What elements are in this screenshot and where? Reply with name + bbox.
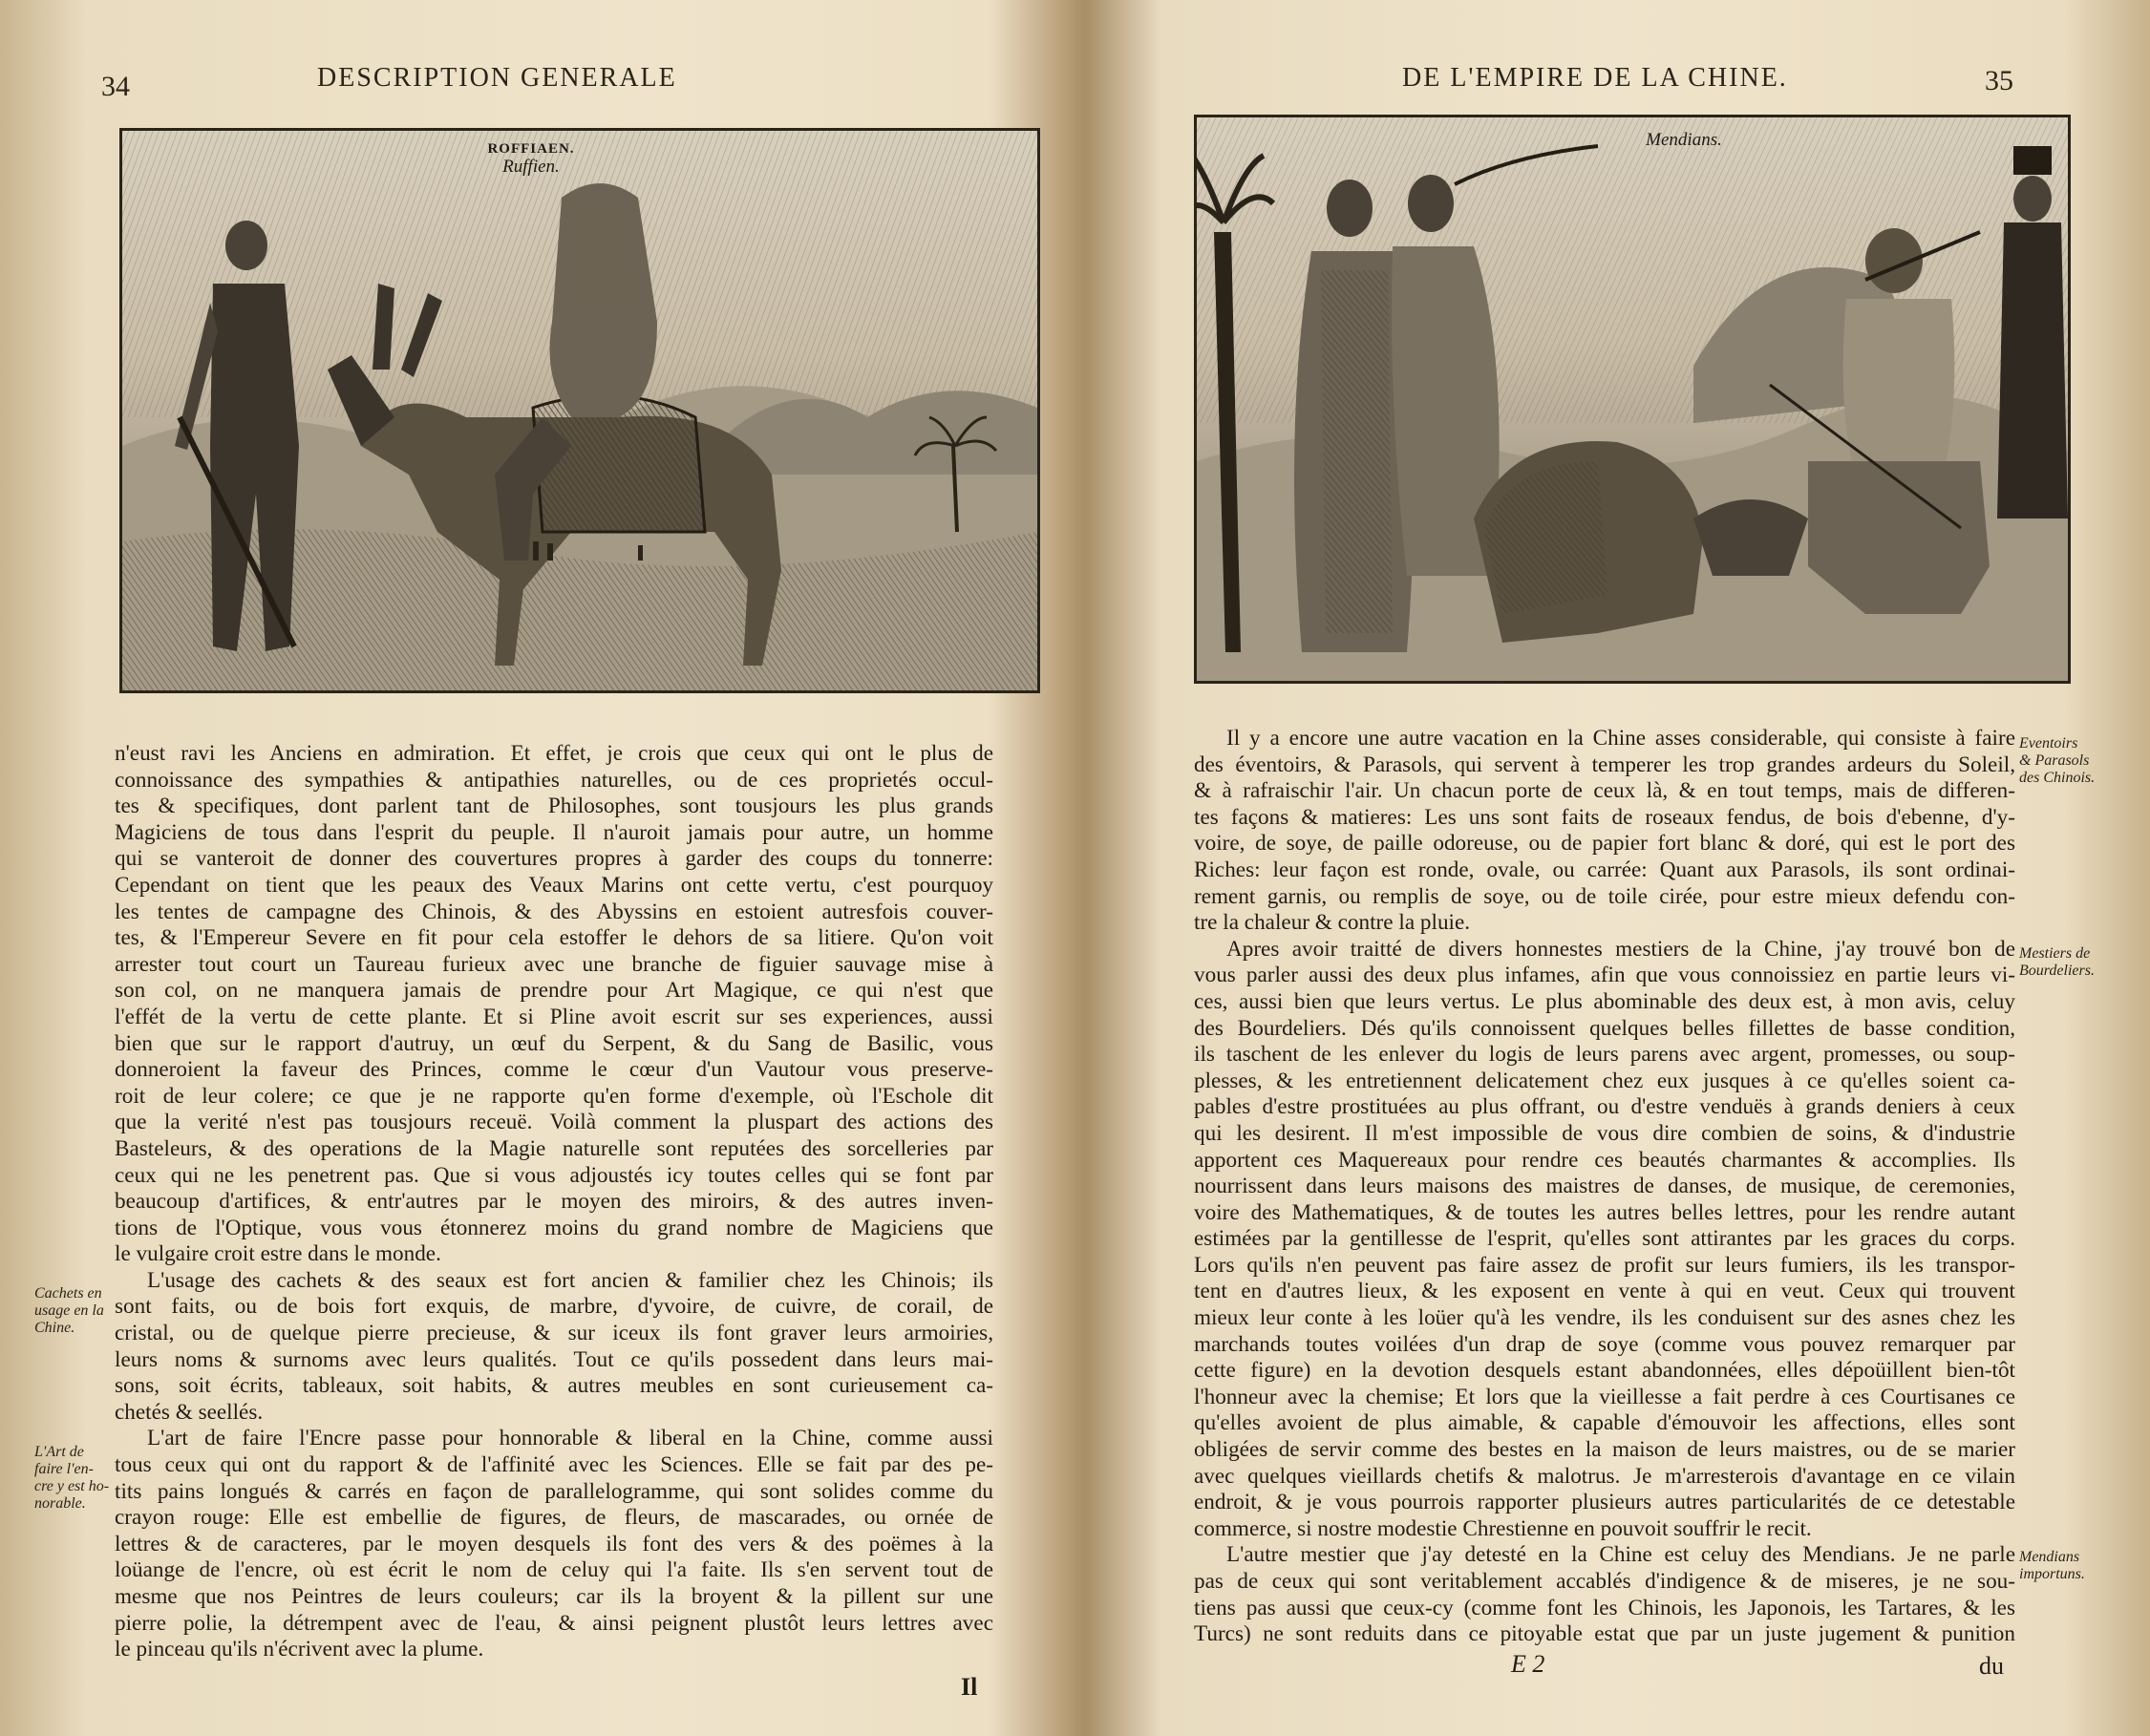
text-line: leurs noms & surnoms avec leurs qualités. Tout ce qu'ils possedent dans leurs mai-	[115, 1346, 993, 1372]
plate-caption-left-french: Ruffien.	[502, 156, 560, 177]
margin-note-cachets	[34, 1285, 115, 1337]
text-line: des éventoirs, & Parasols, qui servent à temperer les trop grandes ardeurs du Soleil,	[1194, 752, 2015, 777]
text-line: tiens pas aussi que ceux-cy (comme font les Chinois, les Japonois, les Tartares, & les	[1194, 1595, 2015, 1620]
text-line: n'eust ravi les Anciens en admiration. Et effet, je crois que ceux qui ont le plus de	[115, 741, 993, 766]
text-line: ceux qui ne les penetrent pas. Que si vous adjoustés icy toutes celles qui se font par	[115, 1162, 993, 1188]
text-line: que la verité n'est pas tousjours receuë. Voilà comment la pluspart des actions des	[115, 1110, 993, 1135]
margin-note-line: & Parasols	[2019, 752, 2090, 769]
margin-note-line: Mestiers de	[2019, 945, 2091, 962]
text-line: des Bourdeliers. Dés qu'ils connoissent quelques belles fillettes de basse condition,	[1194, 1015, 2015, 1041]
plate-caption-left-dutch: ROFFIAEN.	[487, 141, 575, 157]
text-line: sont faits, ou de bois fort exquis, de marbre, d'yvoire, de cuivre, de corail, de	[115, 1294, 993, 1320]
text-line: arrester tout court un Taureau furieux avec une branche de figuier sauvage mise à	[115, 951, 993, 977]
text-line: pierre polie, la détrempent avec de l'eau, & ainsi peignent plustôt leurs lettres avec	[115, 1610, 993, 1636]
text-line: L'usage des cachets & des seaux est fort ancien & familier chez les Chinois; ils	[147, 1267, 993, 1293]
text-line: Apres avoir traitté de divers honnestes mestiers de la Chine, j'ay trouvé bon de	[1226, 936, 2015, 962]
margin-note-line: faire l'en-	[34, 1461, 94, 1477]
text-line: roit de leur colere; ce que je ne rapporte qu'en forme d'exemple, où l'Eschole dit	[115, 1083, 993, 1109]
margin-note-line: norable.	[34, 1495, 86, 1512]
text-line: son col, on ne manquera jamais de prendre pour Art Magique, ce qui n'est que	[115, 978, 993, 1004]
text-line: pables d'estre prostituées au plus offrant, ou d'estre venduës à grands deniers à ceux	[1194, 1094, 2015, 1120]
margin-note-line: usage en la	[34, 1302, 104, 1319]
text-line: l'honneur avec la chemise; Et lors que la vieillesse a fait perdre à ces Courtisanes ce	[1194, 1384, 2015, 1409]
text-line: mesme que nos Peintres de leurs couleurs; car ils la broyent & la pillent sur une	[115, 1584, 993, 1609]
text-line: sons, soit écrits, tableaux, soit habits, & autres meubles en sont curieusement ca-	[115, 1373, 993, 1399]
text-line: tes, & l'Empereur Severe en fit pour cela estoffer le dehors de sa litiere. Qu'on voit	[115, 925, 993, 951]
text-line: tous ceux qui ont du rapport & de l'affinité avec les Sciences. Elle se fait par des pe-	[115, 1452, 993, 1478]
plate-caption-left	[464, 142, 598, 177]
text-line: qu'elles avoient de plus aimable, & capable d'émouvoir les affections, elles sont	[1194, 1410, 2015, 1436]
margin-note-line: Bourdeliers.	[2019, 963, 2095, 979]
text-line: connoissance des sympathies & antipathies naturelles, ou de ces proprietés occul-	[115, 767, 993, 793]
margin-note-line: Eventoirs	[2019, 735, 2078, 752]
margin-note-line: importuns.	[2019, 1566, 2085, 1582]
left-page	[0, 0, 1060, 1736]
page-number-left: 34	[101, 71, 130, 102]
margin-note-line: L'Art de	[34, 1444, 84, 1460]
catchword-right: du	[1979, 1652, 2004, 1680]
margin-note-encre	[34, 1444, 115, 1513]
catchword-left: Il	[961, 1673, 978, 1701]
margin-note-mendians	[2019, 1549, 2134, 1583]
text-line: cette figure) en la devotion desquels estant abandonnées, elles dépoüillent bien-tôt	[1194, 1358, 2015, 1384]
running-head-left: DESCRIPTION GENERALE	[317, 63, 677, 93]
margin-note-line: Cachets en	[34, 1285, 102, 1302]
text-line: apportent ces Maquereaux pour rendre ces beautés charmantes & accomplies. Ils	[1194, 1147, 2015, 1173]
margin-note-bourdeliers	[2019, 945, 2134, 980]
engraving-ruffien	[119, 128, 1040, 693]
margin-note-line: Chine.	[34, 1320, 75, 1336]
text-line: Cependant on tient que les peaux des Veaux Marins ont cette vertu, c'est pourquoy	[115, 872, 993, 898]
text-line: plesses, & les entretiennent delicatement chez eux jusques à ce qu'elles soient ca-	[1194, 1068, 2015, 1093]
text-line: bien que sur le rapport d'autruy, un œuf du Serpent, & du Sang de Basilic, vous	[115, 1030, 993, 1056]
margin-note-line: Mendians	[2019, 1549, 2080, 1565]
text-line: Riches: leur façon est ronde, ovale, ou carrée: Quant aux Parasols, ils sont ordinai-	[1194, 857, 2015, 882]
text-line: ces, aussi bien que leurs vertus. Le plus abominable des deux est, à mon avis, celuy	[1194, 988, 2015, 1014]
text-line: tes façons & matieres: Les uns sont faits de roseaux fendus, de bois d'ebenne, d'y-	[1194, 804, 2015, 830]
running-head-right: DE L'EMPIRE DE LA CHINE.	[1402, 63, 1788, 93]
text-line: voire, de soye, de paille odoreuse, ou de papier fort blanc & doré, qui est le port des	[1194, 831, 2015, 857]
text-line: Turcs) ne sont reduits dans ce pitoyable estat que par un juste jugement & punition	[1194, 1621, 2015, 1647]
text-line: beaucoup d'artifices, & entr'autres par le moyen des miroirs, & des autres inven-	[115, 1189, 993, 1215]
text-line: estimées par la gentillesse de l'esprit, qu'elles sont attirantes par les graces du corps.	[1194, 1226, 2015, 1252]
text-line: ils taschent de les enlever du logis de leurs parens avec argent, promesses, ou soup-	[1194, 1042, 2015, 1068]
text-line: cristal, ou de quelque pierre precieuse, & sur iceux ils font graver leurs armoiries,	[115, 1321, 993, 1346]
engraving-mendians-art	[1197, 117, 2068, 681]
page-number-right: 35	[1985, 65, 2013, 96]
text-line: Basteleurs, & des operations de la Magie naturelle sont reputées des sorcelleries par	[115, 1135, 993, 1161]
text-line: rement garnis, ou remplis de soye, ou de toile cirée, pour estre mieux defendu con-	[1194, 883, 2015, 909]
text-line: Magiciens de tous dans l'esprit du peuple. Il n'auroit jamais pour autre, un homme	[115, 819, 993, 845]
text-line: le vulgaire croit estre dans le monde.	[115, 1241, 441, 1267]
text-line: chetés & seellés.	[115, 1399, 264, 1425]
text-line: les tentes de campagne des Chinois, & des Abyssins en estoient autresfois couver-	[115, 899, 993, 924]
text-line: mieux leur conte à les loüer qu'à les vendre, ils les conduisent sur des asnes chez les	[1194, 1305, 2015, 1331]
text-line: nourrissent dans leurs maisons des maistres de danses, de musique, de ceremonies,	[1194, 1174, 2015, 1199]
margin-note-line: des Chinois.	[2019, 770, 2096, 786]
text-line: pas de ceux qui sont veritablement accablés d'indigence & de miseres, je ne sou-	[1194, 1569, 2015, 1594]
text-line: avec quelques vieillards chetifs & malotrus. Je m'arresterois d'avantage en ce vilain	[1194, 1463, 2015, 1489]
signature-mark: E 2	[1511, 1650, 1545, 1678]
text-line: L'autre mestier que j'ay detesté en la Chine est celuy des Mendians. Je ne parle	[1226, 1542, 2015, 1568]
text-line: endroit, & je vous pourrois rapporter plusieurs autres particularités de ce detestable	[1194, 1490, 2015, 1515]
text-line: loüange de l'encre, où est écrit le nom de celuy qui l'a faite. Ils s'en servent tout de	[115, 1557, 993, 1583]
text-line: tits pains longués & carrés en façon de parallelogramme, qui sont solides comme du	[115, 1478, 993, 1504]
text-line: lettres & de caracteres, par le moyen desquels ils font des vers & des poëmes à la	[115, 1531, 993, 1556]
text-line: commerce, si nostre modestie Chrestienne en pouvoit souffrir le recit.	[1194, 1515, 1812, 1541]
text-line: tes & specifiques, dont parlent tant de Philosophes, sont tousjours les plus grands	[115, 794, 993, 819]
text-line: vous parler aussi des deux plus infames, afin que vous connoissiez en partie leurs vi-	[1194, 963, 2015, 988]
text-line: donneroient la faveur des Princes, comme le cœur d'un Vautour vous preserve-	[115, 1057, 993, 1083]
margin-note-eventoirs	[2019, 735, 2134, 787]
text-line: le pinceau qu'ils n'écrivent avec la plume.	[115, 1637, 484, 1662]
text-line: tions de l'Optique, vous vous étonnerez moins du grand nombre de Magiciens que	[115, 1215, 993, 1240]
left-page-text	[115, 741, 993, 1663]
engraving-mendians	[1194, 115, 2071, 684]
plate-caption-right: Mendians.	[1646, 130, 1722, 150]
text-line: Lors qu'ils n'en peuvent pas faire assez de profit sur leurs fumiers, ils les transpor-	[1194, 1252, 2015, 1278]
text-line: qui les desirent. Il m'est impossible de vous dire combien de soins, & d'industrie	[1194, 1120, 2015, 1146]
margin-note-line: cre y est ho-	[34, 1478, 110, 1494]
text-line: & à rafraischir l'air. Un chacun porte de ceux là, & en tout temps, mais de differen-	[1194, 778, 2015, 804]
text-line: obligées de servir comme des bestes en la maison de leurs maistres, ou de se marier	[1194, 1437, 2015, 1463]
right-page-text	[1194, 726, 2015, 1648]
text-line: marchands toutes voilées d'un drap de soye (comme vous pouvez remarquer par	[1194, 1331, 2015, 1357]
text-line: crayon rouge: Elle est embellie de figures, de fleurs, de mascarades, ou ornée de	[115, 1505, 993, 1531]
text-line: tent en d'autres lieux, & les exposent en vente à qui en veut. Ceux qui trouvent	[1194, 1279, 2015, 1304]
engraving-ruffien-art	[122, 131, 1037, 690]
text-line: Il y a encore une autre vacation en la Chine asses considerable, qui consiste à faire	[1226, 726, 2015, 751]
text-line: qui se vanteroit de donner des couvertures propres à garder des coups du tonnerre:	[115, 846, 993, 872]
text-line: L'art de faire l'Encre passe pour honnorable & liberal en la Chine, comme aussi	[147, 1426, 993, 1451]
right-page	[1087, 0, 2150, 1736]
text-line: l'effét de la vertu de cette plante. Et si Pline avoit escrit sur ses experiences, aussi	[115, 1004, 993, 1029]
text-line: voire des Mathematiques, & de toutes les autres belles lettres, pour les rendre autant	[1194, 1199, 2015, 1225]
text-line: tre la chaleur & contre la pluie.	[1194, 910, 1471, 936]
